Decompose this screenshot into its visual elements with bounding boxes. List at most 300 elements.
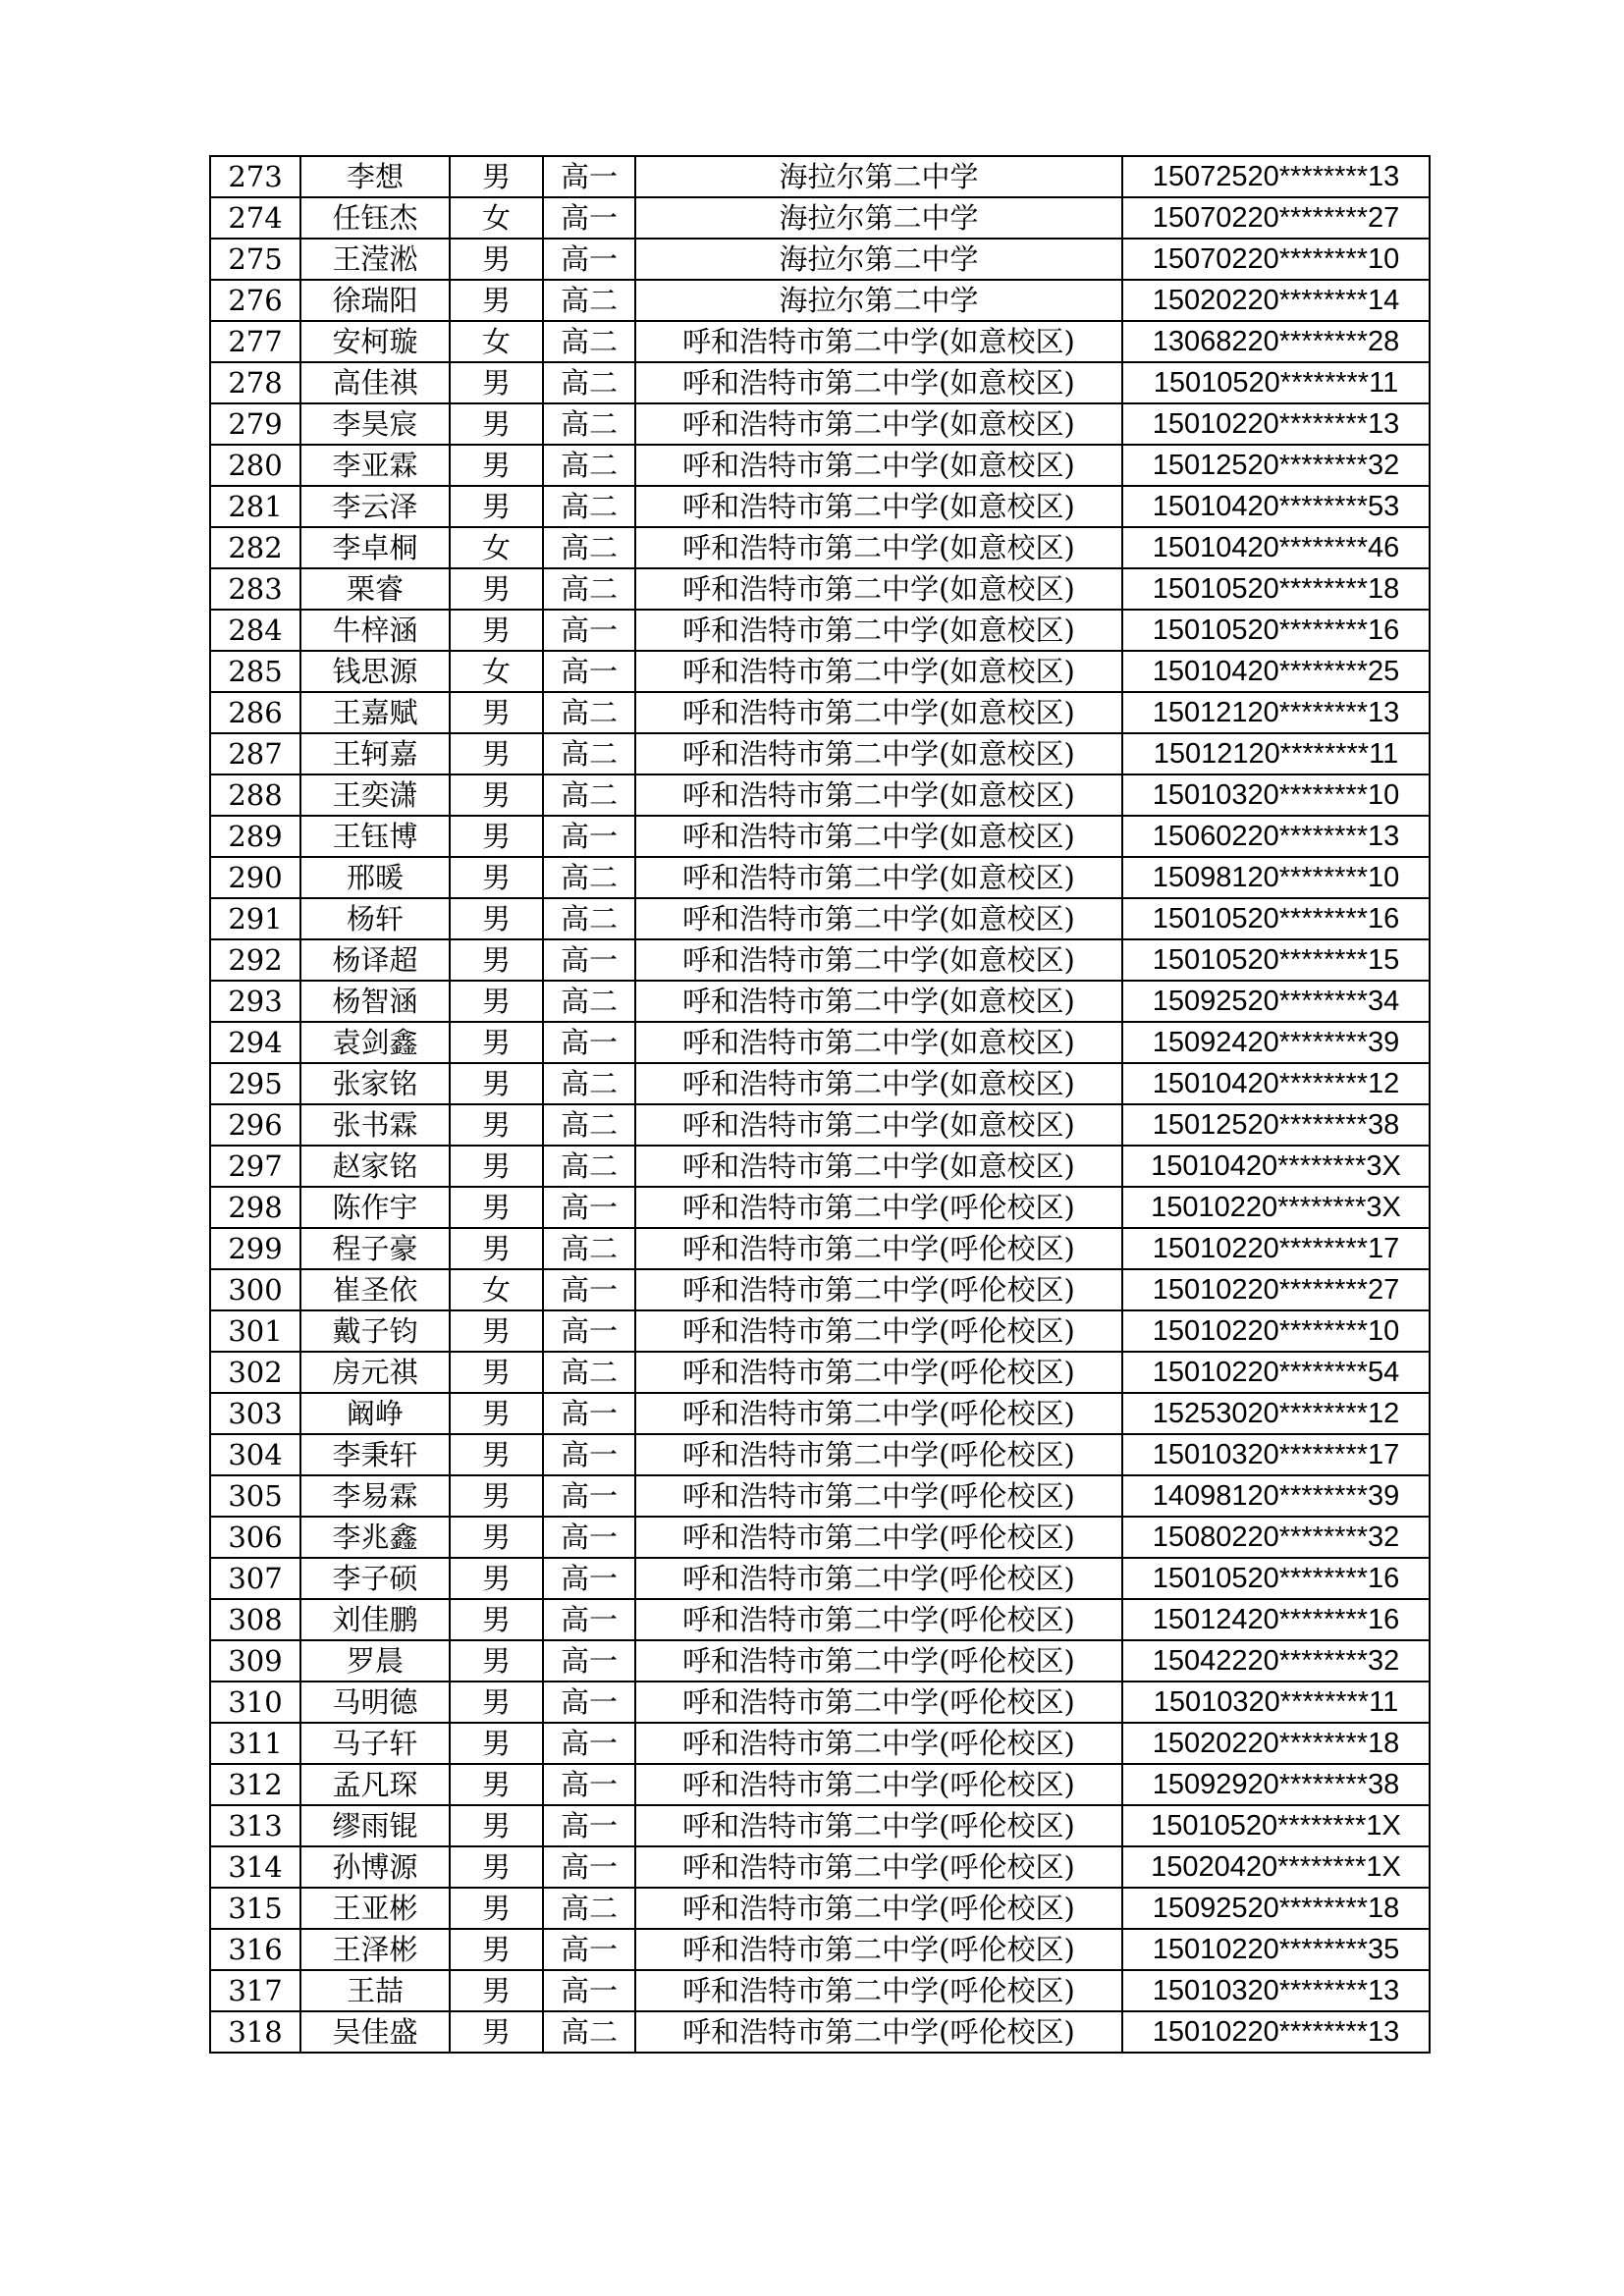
cell-number: 282 [210,527,300,568]
cell-name: 孙博源 [300,1846,450,1888]
cell-name: 杨译超 [300,939,450,981]
cell-gender: 男 [450,1352,543,1393]
table-row [210,445,1430,486]
cell-number: 274 [210,197,300,239]
table-row [210,197,1430,239]
cell-gender: 男 [450,1682,543,1723]
cell-gender: 男 [450,1764,543,1805]
cell-gender: 男 [450,486,543,527]
cell-school: 呼和浩特市第二中学(呼伦校区) [635,1269,1122,1310]
cell-grade: 高一 [543,239,635,280]
cell-gender: 男 [450,1805,543,1846]
cell-school: 呼和浩特市第二中学(呼伦校区) [635,1310,1122,1352]
cell-school: 呼和浩特市第二中学(如意校区) [635,445,1122,486]
cell-number: 298 [210,1187,300,1228]
cell-grade: 高一 [543,1846,635,1888]
cell-id-number: 15098120********10 [1122,857,1430,898]
table-row [210,1929,1430,1970]
cell-gender: 男 [450,445,543,486]
table-row [210,362,1430,403]
cell-gender: 男 [450,1475,543,1517]
cell-gender: 男 [450,156,543,197]
cell-grade: 高一 [543,1764,635,1805]
cell-gender: 男 [450,1929,543,1970]
cell-id-number: 15070220********10 [1122,239,1430,280]
cell-school: 海拉尔第二中学 [635,197,1122,239]
cell-school: 呼和浩特市第二中学(呼伦校区) [635,1228,1122,1269]
cell-school: 海拉尔第二中学 [635,156,1122,197]
cell-name: 李秉轩 [300,1434,450,1475]
table-row [210,692,1430,733]
cell-number: 308 [210,1599,300,1640]
cell-name: 牛梓涵 [300,610,450,651]
cell-id-number: 15010320********10 [1122,774,1430,816]
cell-school: 呼和浩特市第二中学(呼伦校区) [635,1393,1122,1434]
cell-name: 杨轩 [300,898,450,939]
table-row [210,239,1430,280]
cell-number: 313 [210,1805,300,1846]
cell-name: 陈作宇 [300,1187,450,1228]
table-row [210,898,1430,939]
table-row [210,280,1430,321]
cell-grade: 高二 [543,1888,635,1929]
cell-grade: 高一 [543,156,635,197]
cell-gender: 男 [450,816,543,857]
cell-school: 呼和浩特市第二中学(如意校区) [635,733,1122,774]
cell-gender: 女 [450,1269,543,1310]
cell-id-number: 15092520********34 [1122,981,1430,1022]
cell-number: 300 [210,1269,300,1310]
cell-id-number: 15010420********25 [1122,651,1430,692]
cell-school: 呼和浩特市第二中学(如意校区) [635,857,1122,898]
cell-grade: 高一 [543,1475,635,1517]
cell-gender: 男 [450,403,543,445]
table-row [210,610,1430,651]
cell-gender: 女 [450,527,543,568]
cell-school: 呼和浩特市第二中学(呼伦校区) [635,1640,1122,1682]
cell-grade: 高二 [543,733,635,774]
cell-number: 316 [210,1929,300,1970]
cell-number: 284 [210,610,300,651]
cell-name: 李昊宸 [300,403,450,445]
cell-school: 呼和浩特市第二中学(如意校区) [635,692,1122,733]
cell-id-number: 15010420********46 [1122,527,1430,568]
cell-name: 缪雨锟 [300,1805,450,1846]
cell-school: 呼和浩特市第二中学(如意校区) [635,939,1122,981]
cell-id-number: 15080220********32 [1122,1517,1430,1558]
cell-school: 呼和浩特市第二中学(如意校区) [635,568,1122,610]
cell-id-number: 15010520********15 [1122,939,1430,981]
cell-name: 罗晨 [300,1640,450,1682]
cell-grade: 高一 [543,1558,635,1599]
cell-grade: 高二 [543,280,635,321]
cell-grade: 高一 [543,939,635,981]
table-row [210,774,1430,816]
cell-number: 288 [210,774,300,816]
table-row [210,1599,1430,1640]
cell-school: 呼和浩特市第二中学(呼伦校区) [635,1846,1122,1888]
cell-id-number: 15010320********17 [1122,1434,1430,1475]
cell-school: 呼和浩特市第二中学(呼伦校区) [635,1558,1122,1599]
cell-name: 刘佳鹏 [300,1599,450,1640]
cell-grade: 高二 [543,486,635,527]
cell-grade: 高一 [543,1682,635,1723]
cell-name: 马子轩 [300,1723,450,1764]
cell-gender: 男 [450,1187,543,1228]
cell-number: 291 [210,898,300,939]
cell-school: 呼和浩特市第二中学(如意校区) [635,981,1122,1022]
cell-school: 呼和浩特市第二中学(呼伦校区) [635,1764,1122,1805]
table-row [210,156,1430,197]
cell-grade: 高一 [543,1022,635,1063]
cell-number: 311 [210,1723,300,1764]
cell-id-number: 15042220********32 [1122,1640,1430,1682]
cell-name: 栗睿 [300,568,450,610]
table-row [210,1682,1430,1723]
cell-id-number: 15010220********13 [1122,403,1430,445]
cell-gender: 男 [450,1104,543,1146]
cell-gender: 男 [450,1434,543,1475]
cell-number: 295 [210,1063,300,1104]
cell-name: 崔圣依 [300,1269,450,1310]
cell-number: 290 [210,857,300,898]
cell-school: 呼和浩特市第二中学(呼伦校区) [635,1888,1122,1929]
cell-number: 276 [210,280,300,321]
table-row [210,1393,1430,1434]
table-row [210,857,1430,898]
cell-number: 273 [210,156,300,197]
cell-number: 299 [210,1228,300,1269]
cell-name: 王亚彬 [300,1888,450,1929]
cell-school: 呼和浩特市第二中学(如意校区) [635,1063,1122,1104]
cell-name: 王滢淞 [300,239,450,280]
table-row [210,2011,1430,2053]
cell-grade: 高二 [543,774,635,816]
cell-school: 海拉尔第二中学 [635,280,1122,321]
cell-id-number: 15010520********1X [1122,1805,1430,1846]
cell-grade: 高二 [543,403,635,445]
cell-number: 306 [210,1517,300,1558]
cell-gender: 男 [450,280,543,321]
cell-number: 312 [210,1764,300,1805]
table-row [210,1764,1430,1805]
cell-grade: 高二 [543,1352,635,1393]
cell-name: 徐瑞阳 [300,280,450,321]
cell-gender: 男 [450,733,543,774]
table-row [210,568,1430,610]
cell-id-number: 15010220********27 [1122,1269,1430,1310]
cell-number: 305 [210,1475,300,1517]
cell-school: 呼和浩特市第二中学(如意校区) [635,610,1122,651]
table-row [210,1723,1430,1764]
cell-id-number: 15020420********1X [1122,1846,1430,1888]
cell-gender: 男 [450,774,543,816]
cell-id-number: 15010220********35 [1122,1929,1430,1970]
cell-gender: 男 [450,1599,543,1640]
cell-school: 呼和浩特市第二中学(如意校区) [635,1022,1122,1063]
cell-school: 呼和浩特市第二中学(呼伦校区) [635,1599,1122,1640]
cell-id-number: 15010220********54 [1122,1352,1430,1393]
cell-grade: 高一 [543,1187,635,1228]
cell-id-number: 15010420********3X [1122,1146,1430,1187]
cell-gender: 男 [450,568,543,610]
table-row [210,1558,1430,1599]
cell-gender: 男 [450,1393,543,1434]
table-row [210,486,1430,527]
cell-number: 287 [210,733,300,774]
cell-id-number: 15010320********13 [1122,1970,1430,2011]
cell-number: 310 [210,1682,300,1723]
cell-id-number: 15092920********38 [1122,1764,1430,1805]
cell-school: 呼和浩特市第二中学(呼伦校区) [635,2011,1122,2053]
cell-name: 程子豪 [300,1228,450,1269]
cell-grade: 高一 [543,1599,635,1640]
cell-name: 马明德 [300,1682,450,1723]
cell-grade: 高一 [543,651,635,692]
cell-gender: 男 [450,1888,543,1929]
cell-grade: 高二 [543,2011,635,2053]
cell-number: 301 [210,1310,300,1352]
cell-school: 呼和浩特市第二中学(如意校区) [635,403,1122,445]
cell-name: 杨智涵 [300,981,450,1022]
cell-id-number: 15012520********38 [1122,1104,1430,1146]
cell-id-number: 15010520********16 [1122,898,1430,939]
cell-id-number: 15010320********11 [1122,1682,1430,1723]
cell-school: 呼和浩特市第二中学(如意校区) [635,816,1122,857]
table-row [210,1475,1430,1517]
table-row [210,1269,1430,1310]
cell-grade: 高二 [543,321,635,362]
cell-school: 呼和浩特市第二中学(呼伦校区) [635,1352,1122,1393]
cell-number: 317 [210,1970,300,2011]
cell-id-number: 15072520********13 [1122,156,1430,197]
cell-id-number: 15010220********10 [1122,1310,1430,1352]
cell-id-number: 15012420********16 [1122,1599,1430,1640]
cell-id-number: 15092420********39 [1122,1022,1430,1063]
cell-number: 281 [210,486,300,527]
cell-name: 李云泽 [300,486,450,527]
cell-grade: 高二 [543,445,635,486]
cell-school: 呼和浩特市第二中学(如意校区) [635,527,1122,568]
cell-id-number: 15010220********17 [1122,1228,1430,1269]
cell-gender: 男 [450,1146,543,1187]
cell-id-number: 15010420********12 [1122,1063,1430,1104]
table-row [210,1146,1430,1187]
cell-gender: 男 [450,1558,543,1599]
table-row [210,1640,1430,1682]
table-row [210,981,1430,1022]
cell-id-number: 15060220********13 [1122,816,1430,857]
cell-name: 袁剑鑫 [300,1022,450,1063]
cell-gender: 男 [450,362,543,403]
cell-school: 呼和浩特市第二中学(如意校区) [635,321,1122,362]
cell-school: 呼和浩特市第二中学(呼伦校区) [635,1517,1122,1558]
cell-grade: 高一 [543,1723,635,1764]
cell-gender: 男 [450,239,543,280]
table-row [210,816,1430,857]
cell-grade: 高一 [543,1640,635,1682]
cell-name: 李兆鑫 [300,1517,450,1558]
cell-number: 278 [210,362,300,403]
cell-id-number: 15012520********32 [1122,445,1430,486]
cell-name: 孟凡琛 [300,1764,450,1805]
table-row [210,1888,1430,1929]
cell-id-number: 15012120********11 [1122,733,1430,774]
cell-school: 呼和浩特市第二中学(如意校区) [635,651,1122,692]
cell-grade: 高二 [543,568,635,610]
cell-grade: 高二 [543,362,635,403]
cell-id-number: 15010520********16 [1122,610,1430,651]
cell-gender: 男 [450,1063,543,1104]
cell-id-number: 15010520********18 [1122,568,1430,610]
table-row [210,939,1430,981]
cell-number: 297 [210,1146,300,1187]
cell-gender: 男 [450,610,543,651]
cell-grade: 高一 [543,1434,635,1475]
cell-gender: 男 [450,1723,543,1764]
cell-gender: 男 [450,981,543,1022]
cell-name: 张家铭 [300,1063,450,1104]
table-row [210,1310,1430,1352]
cell-number: 309 [210,1640,300,1682]
cell-name: 赵家铭 [300,1146,450,1187]
cell-school: 呼和浩特市第二中学(如意校区) [635,774,1122,816]
cell-gender: 男 [450,1970,543,2011]
table-row [210,733,1430,774]
cell-number: 318 [210,2011,300,2053]
cell-school: 呼和浩特市第二中学(如意校区) [635,486,1122,527]
cell-name: 房元祺 [300,1352,450,1393]
table-row [210,1022,1430,1063]
cell-name: 高佳祺 [300,362,450,403]
cell-name: 王轲嘉 [300,733,450,774]
cell-name: 李卓桐 [300,527,450,568]
cell-gender: 男 [450,692,543,733]
cell-gender: 男 [450,2011,543,2053]
cell-gender: 男 [450,939,543,981]
cell-name: 李易霖 [300,1475,450,1517]
cell-name: 王钰博 [300,816,450,857]
cell-name: 王奕潇 [300,774,450,816]
cell-school: 呼和浩特市第二中学(呼伦校区) [635,1723,1122,1764]
cell-id-number: 15020220********14 [1122,280,1430,321]
cell-id-number: 15012120********13 [1122,692,1430,733]
cell-name: 戴子钧 [300,1310,450,1352]
cell-number: 302 [210,1352,300,1393]
cell-id-number: 15010520********16 [1122,1558,1430,1599]
cell-id-number: 13068220********28 [1122,321,1430,362]
cell-grade: 高二 [543,1104,635,1146]
cell-school: 呼和浩特市第二中学(呼伦校区) [635,1970,1122,2011]
cell-school: 呼和浩特市第二中学(如意校区) [635,1146,1122,1187]
cell-grade: 高一 [543,1970,635,2011]
table-row [210,1970,1430,2011]
cell-name: 邢暖 [300,857,450,898]
cell-school: 呼和浩特市第二中学(呼伦校区) [635,1929,1122,1970]
cell-grade: 高二 [543,1063,635,1104]
cell-grade: 高二 [543,857,635,898]
cell-grade: 高二 [543,1228,635,1269]
cell-grade: 高一 [543,197,635,239]
cell-name: 王泽彬 [300,1929,450,1970]
cell-grade: 高二 [543,692,635,733]
cell-grade: 高一 [543,1269,635,1310]
cell-number: 296 [210,1104,300,1146]
cell-number: 294 [210,1022,300,1063]
cell-id-number: 14098120********39 [1122,1475,1430,1517]
table-row [210,1846,1430,1888]
cell-grade: 高一 [543,816,635,857]
table-row [210,1805,1430,1846]
cell-name: 李亚霖 [300,445,450,486]
cell-name: 李子硕 [300,1558,450,1599]
cell-number: 292 [210,939,300,981]
cell-gender: 女 [450,197,543,239]
table-row [210,321,1430,362]
table-row [210,1063,1430,1104]
cell-gender: 男 [450,1640,543,1682]
cell-number: 280 [210,445,300,486]
cell-grade: 高一 [543,1805,635,1846]
cell-school: 呼和浩特市第二中学(呼伦校区) [635,1805,1122,1846]
table-row [210,1352,1430,1393]
cell-number: 275 [210,239,300,280]
cell-school: 呼和浩特市第二中学(如意校区) [635,362,1122,403]
cell-name: 李想 [300,156,450,197]
table-row [210,527,1430,568]
cell-number: 289 [210,816,300,857]
cell-name: 王嘉赋 [300,692,450,733]
cell-id-number: 15010520********11 [1122,362,1430,403]
cell-name: 王喆 [300,1970,450,2011]
cell-school: 呼和浩特市第二中学(呼伦校区) [635,1434,1122,1475]
cell-grade: 高一 [543,1393,635,1434]
table-row [210,1187,1430,1228]
table-row [210,1434,1430,1475]
cell-gender: 男 [450,1846,543,1888]
cell-gender: 男 [450,898,543,939]
cell-number: 293 [210,981,300,1022]
cell-number: 315 [210,1888,300,1929]
cell-number: 285 [210,651,300,692]
cell-gender: 男 [450,857,543,898]
cell-grade: 高二 [543,898,635,939]
cell-grade: 高一 [543,1517,635,1558]
cell-name: 安柯璇 [300,321,450,362]
cell-number: 279 [210,403,300,445]
cell-name: 任钰杰 [300,197,450,239]
table-row [210,1517,1430,1558]
cell-school: 呼和浩特市第二中学(呼伦校区) [635,1475,1122,1517]
student-roster-table [209,155,1431,2054]
table-row [210,651,1430,692]
cell-grade: 高二 [543,981,635,1022]
table-row [210,1228,1430,1269]
cell-gender: 男 [450,1228,543,1269]
cell-school: 呼和浩特市第二中学(呼伦校区) [635,1187,1122,1228]
cell-id-number: 15010420********53 [1122,486,1430,527]
cell-number: 277 [210,321,300,362]
cell-gender: 男 [450,1022,543,1063]
table-row [210,403,1430,445]
cell-school: 呼和浩特市第二中学(如意校区) [635,898,1122,939]
cell-name: 吴佳盛 [300,2011,450,2053]
cell-grade: 高一 [543,1310,635,1352]
cell-name: 张书霖 [300,1104,450,1146]
table-row [210,1104,1430,1146]
cell-number: 307 [210,1558,300,1599]
cell-grade: 高二 [543,527,635,568]
